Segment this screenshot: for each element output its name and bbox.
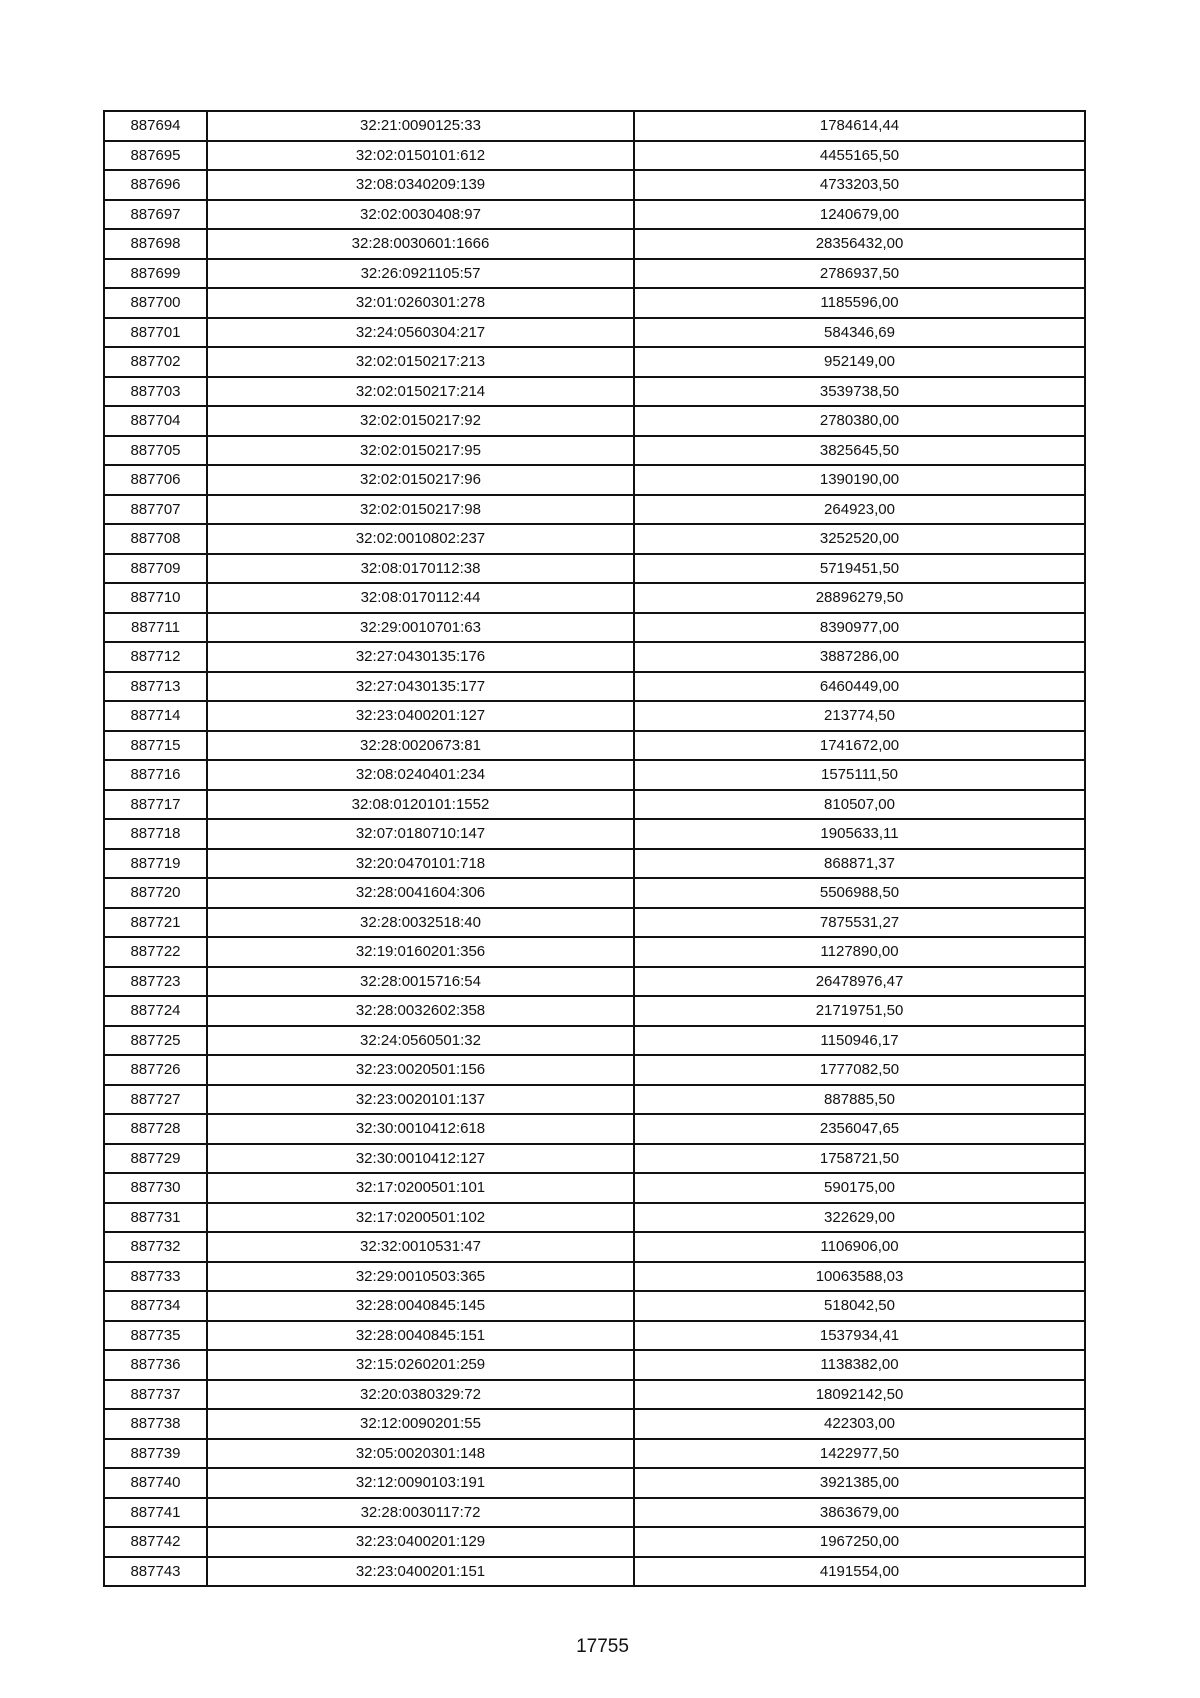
row-id-cell: 887703 bbox=[104, 377, 207, 407]
cadastral-number-cell: 32:08:0240401:234 bbox=[207, 760, 634, 790]
row-id-cell: 887702 bbox=[104, 347, 207, 377]
value-cell: 4733203,50 bbox=[634, 170, 1085, 200]
row-id-cell: 887741 bbox=[104, 1498, 207, 1528]
row-id-cell: 887697 bbox=[104, 200, 207, 230]
table-row bbox=[104, 141, 1085, 171]
cadastral-number-cell: 32:28:0032602:358 bbox=[207, 996, 634, 1026]
value-cell: 3252520,00 bbox=[634, 524, 1085, 554]
row-id-cell: 887733 bbox=[104, 1262, 207, 1292]
value-cell: 28356432,00 bbox=[634, 229, 1085, 259]
row-id-cell: 887722 bbox=[104, 937, 207, 967]
cadastral-number-cell: 32:27:0430135:177 bbox=[207, 672, 634, 702]
cadastral-number-cell: 32:02:0030408:97 bbox=[207, 200, 634, 230]
cadastral-number-cell: 32:28:0030601:1666 bbox=[207, 229, 634, 259]
row-id-cell: 887735 bbox=[104, 1321, 207, 1351]
row-id-cell: 887700 bbox=[104, 288, 207, 318]
row-id-cell: 887732 bbox=[104, 1232, 207, 1262]
value-cell: 1784614,44 bbox=[634, 111, 1085, 141]
value-cell: 1106906,00 bbox=[634, 1232, 1085, 1262]
table-row bbox=[104, 347, 1085, 377]
cadastral-number-cell: 32:23:0020501:156 bbox=[207, 1055, 634, 1085]
table-row bbox=[104, 1350, 1085, 1380]
cadastral-number-cell: 32:01:0260301:278 bbox=[207, 288, 634, 318]
row-id-cell: 887731 bbox=[104, 1203, 207, 1233]
value-cell: 28896279,50 bbox=[634, 583, 1085, 613]
cadastral-number-cell: 32:08:0340209:139 bbox=[207, 170, 634, 200]
table-row bbox=[104, 672, 1085, 702]
cadastral-number-cell: 32:02:0010802:237 bbox=[207, 524, 634, 554]
row-id-cell: 887740 bbox=[104, 1468, 207, 1498]
value-cell: 3863679,00 bbox=[634, 1498, 1085, 1528]
value-cell: 584346,69 bbox=[634, 318, 1085, 348]
table-row bbox=[104, 200, 1085, 230]
row-id-cell: 887728 bbox=[104, 1114, 207, 1144]
row-id-cell: 887718 bbox=[104, 819, 207, 849]
row-id-cell: 887706 bbox=[104, 465, 207, 495]
table-row bbox=[104, 1173, 1085, 1203]
cadastral-number-cell: 32:17:0200501:101 bbox=[207, 1173, 634, 1203]
row-id-cell: 887709 bbox=[104, 554, 207, 584]
row-id-cell: 887716 bbox=[104, 760, 207, 790]
cadastral-number-cell: 32:30:0010412:618 bbox=[207, 1114, 634, 1144]
table-row bbox=[104, 1144, 1085, 1174]
value-cell: 1138382,00 bbox=[634, 1350, 1085, 1380]
row-id-cell: 887725 bbox=[104, 1026, 207, 1056]
cadastral-number-cell: 32:23:0400201:129 bbox=[207, 1527, 634, 1557]
cadastral-number-cell: 32:24:0560501:32 bbox=[207, 1026, 634, 1056]
cadastral-number-cell: 32:02:0150101:612 bbox=[207, 141, 634, 171]
value-cell: 1741672,00 bbox=[634, 731, 1085, 761]
row-id-cell: 887729 bbox=[104, 1144, 207, 1174]
table-row bbox=[104, 760, 1085, 790]
cadastral-number-cell: 32:28:0041604:306 bbox=[207, 878, 634, 908]
value-cell: 1127890,00 bbox=[634, 937, 1085, 967]
value-cell: 1905633,11 bbox=[634, 819, 1085, 849]
table-row bbox=[104, 1262, 1085, 1292]
table-row bbox=[104, 642, 1085, 672]
value-cell: 3825645,50 bbox=[634, 436, 1085, 466]
cadastral-number-cell: 32:15:0260201:259 bbox=[207, 1350, 634, 1380]
table-row bbox=[104, 731, 1085, 761]
table-row bbox=[104, 259, 1085, 289]
cadastral-number-cell: 32:20:0380329:72 bbox=[207, 1380, 634, 1410]
row-id-cell: 887710 bbox=[104, 583, 207, 613]
table-row bbox=[104, 1203, 1085, 1233]
value-cell: 1240679,00 bbox=[634, 200, 1085, 230]
table-row bbox=[104, 967, 1085, 997]
row-id-cell: 887743 bbox=[104, 1557, 207, 1587]
cadastral-number-cell: 32:32:0010531:47 bbox=[207, 1232, 634, 1262]
cadastral-number-cell: 32:07:0180710:147 bbox=[207, 819, 634, 849]
table-body bbox=[104, 111, 1085, 1586]
cadastral-number-cell: 32:27:0430135:176 bbox=[207, 642, 634, 672]
table-row bbox=[104, 701, 1085, 731]
value-cell: 3887286,00 bbox=[634, 642, 1085, 672]
table-row bbox=[104, 1498, 1085, 1528]
table-row bbox=[104, 1380, 1085, 1410]
value-cell: 7875531,27 bbox=[634, 908, 1085, 938]
value-cell: 1967250,00 bbox=[634, 1527, 1085, 1557]
table-row bbox=[104, 1321, 1085, 1351]
row-id-cell: 887739 bbox=[104, 1439, 207, 1469]
cadastral-number-cell: 32:12:0090201:55 bbox=[207, 1409, 634, 1439]
table-row bbox=[104, 1114, 1085, 1144]
table-row bbox=[104, 554, 1085, 584]
row-id-cell: 887698 bbox=[104, 229, 207, 259]
row-id-cell: 887737 bbox=[104, 1380, 207, 1410]
table-row bbox=[104, 583, 1085, 613]
row-id-cell: 887713 bbox=[104, 672, 207, 702]
cadastral-number-cell: 32:28:0020673:81 bbox=[207, 731, 634, 761]
value-cell: 18092142,50 bbox=[634, 1380, 1085, 1410]
cadastral-number-cell: 32:05:0020301:148 bbox=[207, 1439, 634, 1469]
cadastral-number-cell: 32:08:0170112:38 bbox=[207, 554, 634, 584]
cadastral-number-cell: 32:17:0200501:102 bbox=[207, 1203, 634, 1233]
cadastral-number-cell: 32:02:0150217:96 bbox=[207, 465, 634, 495]
value-cell: 1575111,50 bbox=[634, 760, 1085, 790]
row-id-cell: 887701 bbox=[104, 318, 207, 348]
table-row bbox=[104, 1055, 1085, 1085]
table-row bbox=[104, 849, 1085, 879]
table-row bbox=[104, 1439, 1085, 1469]
cadastral-number-cell: 32:02:0150217:98 bbox=[207, 495, 634, 525]
value-cell: 868871,37 bbox=[634, 849, 1085, 879]
table-row bbox=[104, 229, 1085, 259]
cadastral-number-cell: 32:24:0560304:217 bbox=[207, 318, 634, 348]
row-id-cell: 887712 bbox=[104, 642, 207, 672]
cadastral-number-cell: 32:28:0040845:151 bbox=[207, 1321, 634, 1351]
row-id-cell: 887717 bbox=[104, 790, 207, 820]
row-id-cell: 887714 bbox=[104, 701, 207, 731]
table-row bbox=[104, 495, 1085, 525]
table-row bbox=[104, 406, 1085, 436]
value-cell: 1150946,17 bbox=[634, 1026, 1085, 1056]
cadastral-number-cell: 32:08:0120101:1552 bbox=[207, 790, 634, 820]
value-cell: 887885,50 bbox=[634, 1085, 1085, 1115]
table-row bbox=[104, 524, 1085, 554]
cadastral-number-cell: 32:28:0015716:54 bbox=[207, 967, 634, 997]
table-row bbox=[104, 377, 1085, 407]
row-id-cell: 887721 bbox=[104, 908, 207, 938]
row-id-cell: 887734 bbox=[104, 1291, 207, 1321]
page-number: 17755 bbox=[576, 1636, 629, 1657]
row-id-cell: 887736 bbox=[104, 1350, 207, 1380]
row-id-cell: 887707 bbox=[104, 495, 207, 525]
row-id-cell: 887738 bbox=[104, 1409, 207, 1439]
cadastral-number-cell: 32:30:0010412:127 bbox=[207, 1144, 634, 1174]
row-id-cell: 887704 bbox=[104, 406, 207, 436]
cadastral-number-cell: 32:26:0921105:57 bbox=[207, 259, 634, 289]
value-cell: 1390190,00 bbox=[634, 465, 1085, 495]
row-id-cell: 887724 bbox=[104, 996, 207, 1026]
value-cell: 213774,50 bbox=[634, 701, 1085, 731]
value-cell: 1777082,50 bbox=[634, 1055, 1085, 1085]
cadastral-number-cell: 32:28:0040845:145 bbox=[207, 1291, 634, 1321]
value-cell: 1422977,50 bbox=[634, 1439, 1085, 1469]
data-table bbox=[103, 110, 1086, 1587]
value-cell: 26478976,47 bbox=[634, 967, 1085, 997]
row-id-cell: 887719 bbox=[104, 849, 207, 879]
value-cell: 10063588,03 bbox=[634, 1262, 1085, 1292]
table-row bbox=[104, 111, 1085, 141]
value-cell: 590175,00 bbox=[634, 1173, 1085, 1203]
table-row bbox=[104, 878, 1085, 908]
row-id-cell: 887705 bbox=[104, 436, 207, 466]
value-cell: 4191554,00 bbox=[634, 1557, 1085, 1587]
row-id-cell: 887742 bbox=[104, 1527, 207, 1557]
table-row bbox=[104, 1085, 1085, 1115]
row-id-cell: 887708 bbox=[104, 524, 207, 554]
table-row bbox=[104, 1468, 1085, 1498]
cadastral-number-cell: 32:02:0150217:92 bbox=[207, 406, 634, 436]
row-id-cell: 887711 bbox=[104, 613, 207, 643]
value-cell: 6460449,00 bbox=[634, 672, 1085, 702]
table-row bbox=[104, 1291, 1085, 1321]
cadastral-number-cell: 32:02:0150217:213 bbox=[207, 347, 634, 377]
table-row bbox=[104, 1026, 1085, 1056]
value-cell: 21719751,50 bbox=[634, 996, 1085, 1026]
cadastral-number-cell: 32:29:0010701:63 bbox=[207, 613, 634, 643]
table-row bbox=[104, 613, 1085, 643]
row-id-cell: 887715 bbox=[104, 731, 207, 761]
cadastral-number-cell: 32:28:0032518:40 bbox=[207, 908, 634, 938]
table-row bbox=[104, 170, 1085, 200]
table-row bbox=[104, 790, 1085, 820]
table-row bbox=[104, 288, 1085, 318]
table-row bbox=[104, 908, 1085, 938]
value-cell: 1185596,00 bbox=[634, 288, 1085, 318]
table-row bbox=[104, 436, 1085, 466]
row-id-cell: 887726 bbox=[104, 1055, 207, 1085]
value-cell: 810507,00 bbox=[634, 790, 1085, 820]
value-cell: 518042,50 bbox=[634, 1291, 1085, 1321]
value-cell: 1537934,41 bbox=[634, 1321, 1085, 1351]
table-row bbox=[104, 1232, 1085, 1262]
value-cell: 422303,00 bbox=[634, 1409, 1085, 1439]
value-cell: 264923,00 bbox=[634, 495, 1085, 525]
value-cell: 4455165,50 bbox=[634, 141, 1085, 171]
value-cell: 2356047,65 bbox=[634, 1114, 1085, 1144]
row-id-cell: 887695 bbox=[104, 141, 207, 171]
value-cell: 5506988,50 bbox=[634, 878, 1085, 908]
value-cell: 5719451,50 bbox=[634, 554, 1085, 584]
cadastral-number-cell: 32:29:0010503:365 bbox=[207, 1262, 634, 1292]
value-cell: 2786937,50 bbox=[634, 259, 1085, 289]
row-id-cell: 887727 bbox=[104, 1085, 207, 1115]
cadastral-number-cell: 32:23:0020101:137 bbox=[207, 1085, 634, 1115]
row-id-cell: 887699 bbox=[104, 259, 207, 289]
value-cell: 322629,00 bbox=[634, 1203, 1085, 1233]
value-cell: 3921385,00 bbox=[634, 1468, 1085, 1498]
table-row bbox=[104, 465, 1085, 495]
row-id-cell: 887694 bbox=[104, 111, 207, 141]
value-cell: 2780380,00 bbox=[634, 406, 1085, 436]
row-id-cell: 887730 bbox=[104, 1173, 207, 1203]
cadastral-number-cell: 32:23:0400201:151 bbox=[207, 1557, 634, 1587]
table-row bbox=[104, 996, 1085, 1026]
cadastral-number-cell: 32:23:0400201:127 bbox=[207, 701, 634, 731]
table-row bbox=[104, 1527, 1085, 1557]
table-row bbox=[104, 819, 1085, 849]
table-row bbox=[104, 1409, 1085, 1439]
cadastral-number-cell: 32:12:0090103:191 bbox=[207, 1468, 634, 1498]
row-id-cell: 887720 bbox=[104, 878, 207, 908]
row-id-cell: 887696 bbox=[104, 170, 207, 200]
cadastral-number-cell: 32:28:0030117:72 bbox=[207, 1498, 634, 1528]
value-cell: 952149,00 bbox=[634, 347, 1085, 377]
value-cell: 1758721,50 bbox=[634, 1144, 1085, 1174]
value-cell: 8390977,00 bbox=[634, 613, 1085, 643]
table-row bbox=[104, 318, 1085, 348]
cadastral-number-cell: 32:19:0160201:356 bbox=[207, 937, 634, 967]
cadastral-number-cell: 32:02:0150217:214 bbox=[207, 377, 634, 407]
cadastral-number-cell: 32:21:0090125:33 bbox=[207, 111, 634, 141]
cadastral-number-cell: 32:02:0150217:95 bbox=[207, 436, 634, 466]
value-cell: 3539738,50 bbox=[634, 377, 1085, 407]
table-row bbox=[104, 1557, 1085, 1587]
row-id-cell: 887723 bbox=[104, 967, 207, 997]
cadastral-number-cell: 32:20:0470101:718 bbox=[207, 849, 634, 879]
table-row bbox=[104, 937, 1085, 967]
cadastral-number-cell: 32:08:0170112:44 bbox=[207, 583, 634, 613]
